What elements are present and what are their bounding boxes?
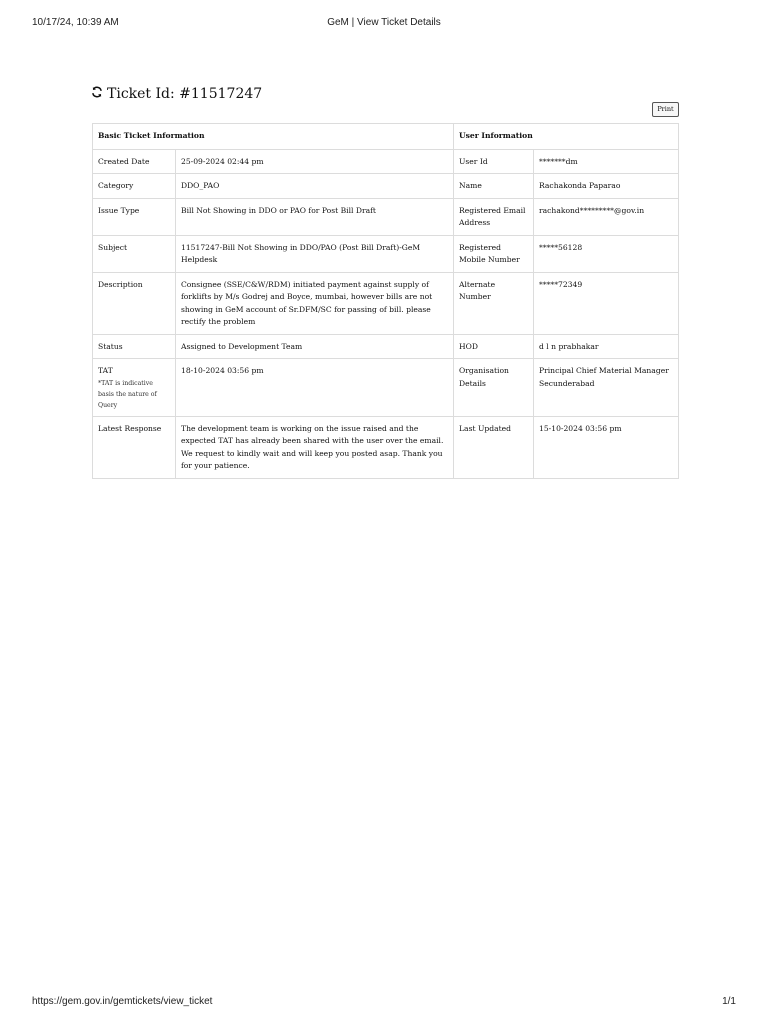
- field-label: Latest Response: [93, 416, 176, 478]
- field-label: Created Date: [93, 149, 176, 174]
- table-header-row: [93, 124, 679, 150]
- table-row: [93, 359, 679, 417]
- field-label: Alternate Number: [454, 272, 534, 334]
- field-label: Description: [93, 272, 176, 334]
- field-label: TAT: [98, 366, 113, 375]
- table-row: [93, 416, 679, 478]
- field-label: Category: [93, 174, 176, 199]
- print-datetime: 10/17/24, 10:39 AM: [32, 17, 119, 28]
- table-row: [93, 235, 679, 272]
- field-value: Bill Not Showing in DDO or PAO for Post Bill Draft: [176, 198, 454, 235]
- print-button[interactable]: Print: [652, 102, 679, 117]
- ticket-id: #11517247: [179, 86, 263, 102]
- table-row: [93, 272, 679, 334]
- field-value: *******dm: [534, 149, 679, 174]
- ticket-title-prefix: Ticket Id:: [107, 86, 180, 102]
- field-label: Registered Mobile Number: [454, 235, 534, 272]
- basic-info-header: Basic Ticket Information: [93, 124, 454, 150]
- field-value: d l n prabhakar: [534, 334, 679, 359]
- field-value: rachakond*********@gov.in: [534, 198, 679, 235]
- field-value: *****72349: [534, 272, 679, 334]
- page-count: 1/1: [722, 996, 736, 1007]
- field-label: Name: [454, 174, 534, 199]
- field-label: Last Updated: [454, 416, 534, 478]
- field-value: 11517247-Bill Not Showing in DDO/PAO (Post Bill Draft)-GeM Helpdesk: [176, 235, 454, 272]
- user-info-header: User Information: [454, 124, 679, 150]
- page-url: https://gem.gov.in/gemtickets/view_ticket: [32, 996, 213, 1007]
- field-label: Subject: [93, 235, 176, 272]
- field-value: Rachakonda Paparao: [534, 174, 679, 199]
- table-row: [93, 174, 679, 199]
- table-row: [93, 198, 679, 235]
- document-title: GeM | View Ticket Details: [327, 17, 441, 28]
- field-label: HOD: [454, 334, 534, 359]
- field-value: Principal Chief Material Manager Secunderabad: [534, 359, 679, 417]
- page-title: [91, 86, 262, 102]
- field-value: Assigned to Development Team: [176, 334, 454, 359]
- ticket-details-table: [92, 123, 679, 479]
- field-value: Consignee (SSE/C&W/RDM) initiated payment against supply of forklifts by M/s Godrej and Boyce, mumbai, however bills are not showing in GeM account of Sr.DFM/SC for passing of bill. please rectify the problem: [176, 272, 454, 334]
- refresh-icon[interactable]: [91, 86, 103, 102]
- field-value: DDO_PAO: [176, 174, 454, 199]
- table-row: [93, 149, 679, 174]
- field-value: 15-10-2024 03:56 pm: [534, 416, 679, 478]
- field-value: 25-09-2024 02:44 pm: [176, 149, 454, 174]
- field-label: Registered Email Address: [454, 198, 534, 235]
- table-row: [93, 334, 679, 359]
- field-label: Status: [93, 334, 176, 359]
- tat-note: *TAT is indicative basis the nature of Query: [98, 379, 157, 409]
- field-label: Organisation Details: [454, 359, 534, 417]
- field-label-cell: [93, 359, 176, 417]
- field-label: User Id: [454, 149, 534, 174]
- field-value: The development team is working on the issue raised and the expected TAT has already been shared with the user over the email. We request to kindly wait and will keep you posted asap. Thank you for your patience.: [176, 416, 454, 478]
- field-value: 18-10-2024 03:56 pm: [176, 359, 454, 417]
- field-label: Issue Type: [93, 198, 176, 235]
- field-value: *****56128: [534, 235, 679, 272]
